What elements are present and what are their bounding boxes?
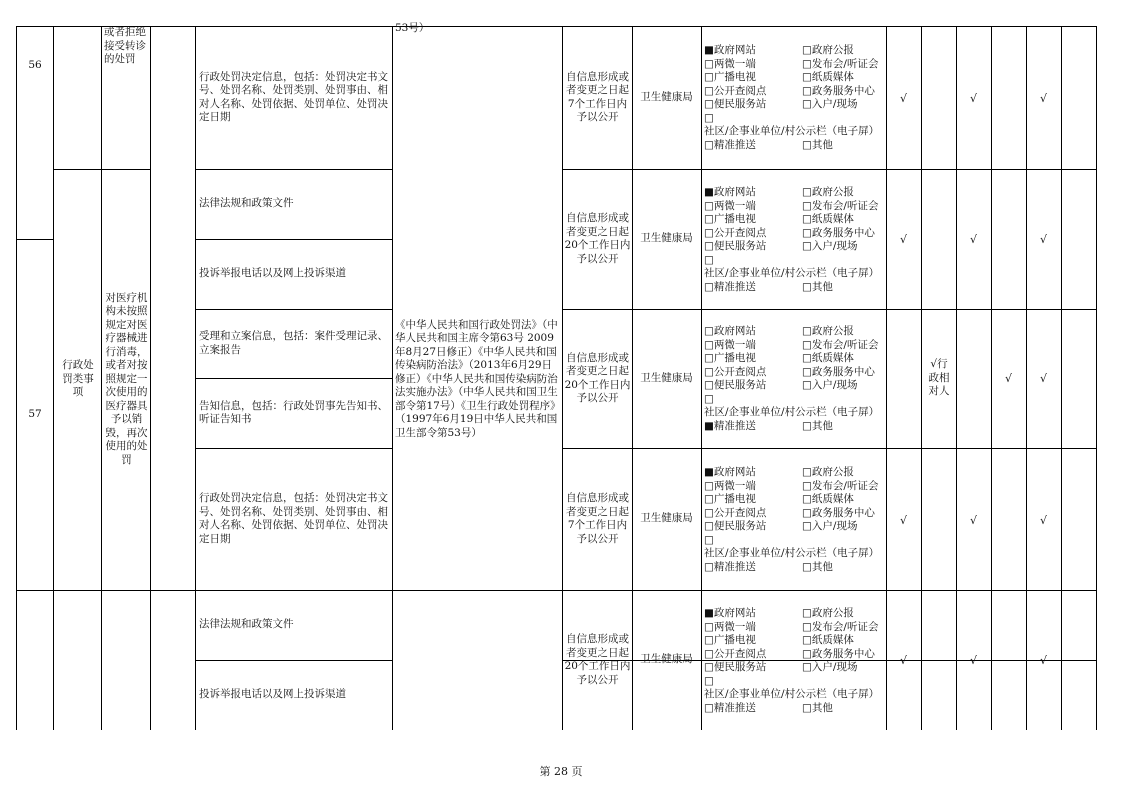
- channel-reading-room: □公开查阅点: [704, 647, 767, 660]
- empty-box-icon: □: [704, 647, 714, 660]
- empty-box-icon: □: [802, 506, 812, 519]
- empty-box-icon: □: [704, 365, 714, 378]
- check-mark: √: [969, 233, 977, 246]
- check-mark: √: [969, 514, 977, 527]
- check-mark: √: [969, 92, 977, 105]
- channel-bulletin: □社区/企事业单位/村公示栏（电子屏）: [704, 253, 880, 279]
- checked-box-icon: ■: [704, 466, 714, 478]
- checked-box-icon: ■: [704, 419, 714, 432]
- channel-radio-tv: □广播电视: [704, 634, 756, 646]
- channel-press: □发布会/听证会: [802, 620, 879, 633]
- empty-box-icon: □: [802, 365, 812, 378]
- channel-gov-gazette: □政府公报: [802, 607, 854, 619]
- empty-box-icon: □: [704, 213, 714, 225]
- channel-service-station: □便民服务站: [704, 240, 767, 252]
- check-mark: √: [969, 654, 977, 667]
- channel-gov-gazette: □政府公报: [802, 325, 854, 337]
- content-notice-57: 告知信息，包括：行政处罚事先告知书、听证告知书: [199, 399, 388, 425]
- channel-service-center: □政务服务中心: [802, 506, 875, 519]
- check-mark: √: [899, 92, 907, 105]
- check-mark: √: [899, 654, 907, 667]
- empty-box-icon: □: [802, 84, 812, 97]
- channel-two-micro: □两微一端: [704, 479, 756, 492]
- channel-service-center: □政务服务中心: [802, 647, 875, 660]
- channel-push: ■精准推送: [704, 419, 756, 432]
- empty-box-icon: □: [704, 533, 714, 546]
- publish-time-57c: 自信息形成或者变更之日起7个工作日内予以公开: [566, 492, 629, 545]
- empty-box-icon: □: [802, 44, 812, 56]
- publish-subject-58: 卫生健康局: [640, 653, 693, 666]
- channel-two-micro: □两微一端: [704, 338, 756, 351]
- row-line: [16, 590, 1097, 591]
- channel-push: □精准推送: [704, 701, 756, 714]
- empty-box-icon: □: [704, 674, 714, 687]
- empty-box-icon: □: [704, 352, 714, 364]
- empty-box-icon: □: [704, 138, 714, 151]
- channel-reading-room: □公开查阅点: [704, 84, 767, 97]
- channel-paper: □纸质媒体: [802, 71, 854, 83]
- channel-service-center: □政务服务中心: [802, 226, 875, 239]
- channel-service-station: □便民服务站: [704, 661, 767, 673]
- empty-box-icon: □: [704, 634, 714, 646]
- publish-subject-57a: 卫生健康局: [640, 232, 693, 245]
- channel-service-center: □政务服务中心: [802, 84, 875, 97]
- empty-box-icon: □: [802, 560, 812, 573]
- empty-box-icon: □: [704, 661, 714, 673]
- channel-two-micro: □两微一端: [704, 620, 756, 633]
- empty-box-icon: □: [802, 634, 812, 646]
- col-line: [886, 26, 887, 730]
- check-mark: √: [1039, 233, 1047, 246]
- channel-press: □发布会/听证会: [802, 479, 879, 492]
- channel-two-micro: □两微一端: [704, 199, 756, 212]
- empty-box-icon: □: [704, 560, 714, 573]
- publish-subject-57b: 卫生健康局: [640, 371, 693, 384]
- empty-box-icon: □: [802, 199, 812, 212]
- empty-box-icon: □: [802, 520, 812, 532]
- empty-box-icon: □: [802, 647, 812, 660]
- page-number: 第 28 页: [539, 765, 583, 778]
- channel-other: □其他: [802, 138, 833, 151]
- channel-reading-room: □公开查阅点: [704, 365, 767, 378]
- empty-box-icon: □: [704, 253, 714, 266]
- empty-box-icon: □: [704, 226, 714, 239]
- publish-subject-57c: 卫生健康局: [640, 512, 693, 525]
- checked-box-icon: ■: [704, 186, 714, 198]
- channel-paper: □纸质媒体: [802, 634, 854, 646]
- empty-box-icon: □: [802, 186, 812, 198]
- empty-box-icon: □: [802, 325, 812, 337]
- channel-gov-site: ■政府网站: [704, 466, 756, 478]
- channel-bulletin: □社区/企事业单位/村公示栏（电子屏）: [704, 392, 880, 418]
- channel-press: □发布会/听证会: [802, 338, 879, 351]
- empty-box-icon: □: [802, 138, 812, 151]
- channel-service-station: □便民服务站: [704, 379, 767, 391]
- empty-box-icon: □: [802, 98, 812, 110]
- publish-time-57b: 自信息形成或者变更之日起20个工作日内予以公开: [564, 351, 631, 404]
- channel-paper: □纸质媒体: [802, 493, 854, 505]
- empty-box-icon: □: [704, 280, 714, 293]
- empty-box-icon: □: [802, 419, 812, 432]
- empty-box-icon: □: [802, 240, 812, 252]
- check-mark: √: [899, 233, 907, 246]
- empty-box-icon: □: [704, 71, 714, 83]
- channel-push: □精准推送: [704, 560, 756, 573]
- empty-box-icon: □: [802, 607, 812, 619]
- table-right-border: [1096, 26, 1097, 730]
- empty-box-icon: □: [802, 213, 812, 225]
- empty-box-icon: □: [704, 493, 714, 505]
- empty-box-icon: □: [802, 701, 812, 714]
- channel-gov-site: ■政府网站: [704, 44, 756, 56]
- empty-box-icon: □: [802, 352, 812, 364]
- content-law-58: 法律法规和政策文件: [199, 618, 294, 631]
- content-law-57: 法律法规和政策文件: [199, 197, 294, 210]
- channel-press: □发布会/听证会: [802, 199, 879, 212]
- channel-radio-tv: □广播电视: [704, 71, 756, 83]
- content-complaint-57: 投诉举报电话以及网上投诉渠道: [199, 267, 346, 280]
- empty-box-icon: □: [802, 57, 812, 70]
- channel-service-station: □便民服务站: [704, 98, 767, 110]
- channel-gov-site: □政府网站: [704, 325, 756, 337]
- channel-gov-gazette: □政府公报: [802, 44, 854, 56]
- content-decision-56: 行政处罚决定信息，包括：处罚决定书文号、处罚名称、处罚类别、处罚事由、相对人名称、处罚依据、处罚单位、处罚决定日期: [199, 70, 388, 123]
- publish-time-56: 自信息形成或者变更之日起7个工作日内予以公开: [566, 70, 629, 123]
- check-mark: √: [1004, 372, 1012, 385]
- check-mark: √: [1039, 514, 1047, 527]
- empty-box-icon: □: [704, 506, 714, 519]
- empty-box-icon: □: [704, 111, 714, 124]
- empty-box-icon: □: [704, 84, 714, 97]
- channel-on-site: □入户/现场: [802, 240, 858, 252]
- channel-two-micro: □两微一端: [704, 57, 756, 70]
- col-line: [701, 26, 702, 730]
- empty-box-icon: □: [802, 661, 812, 673]
- empty-box-icon: □: [802, 71, 812, 83]
- channel-on-site: □入户/现场: [802, 379, 858, 391]
- content-decision-57: 行政处罚决定信息，包括：处罚决定书文号、处罚名称、处罚类别、处罚事由、相对人名称、处罚依据、处罚单位、处罚决定日期: [199, 492, 388, 545]
- empty-box-icon: □: [704, 392, 714, 405]
- empty-box-icon: □: [802, 620, 812, 633]
- empty-box-icon: □: [704, 240, 714, 252]
- row-number-57: 57: [28, 407, 42, 420]
- empty-box-icon: □: [802, 493, 812, 505]
- channel-bulletin: □社区/企事业单位/村公示栏（电子屏）: [704, 533, 880, 559]
- empty-box-icon: □: [802, 280, 812, 293]
- row-number-56: 56: [28, 59, 42, 72]
- col-line: [150, 26, 151, 730]
- publish-subject-56: 卫生健康局: [640, 90, 693, 103]
- empty-box-icon: □: [802, 338, 812, 351]
- col-line: [956, 26, 957, 730]
- checked-box-icon: ■: [704, 44, 714, 56]
- channel-on-site: □入户/现场: [802, 520, 858, 532]
- channel-on-site: □入户/现场: [802, 98, 858, 110]
- target-party-57b: √行政相对人: [928, 358, 950, 398]
- empty-box-icon: □: [802, 379, 812, 391]
- empty-box-icon: □: [704, 98, 714, 110]
- empty-box-icon: □: [802, 466, 812, 478]
- channel-paper: □纸质媒体: [802, 213, 854, 225]
- channel-other: □其他: [802, 560, 833, 573]
- basis-57: 《中华人民共和国行政处罚法》（中华人民共和国主席令第63号 2009年8月27日修正）《中华人民共和国传染病防治法》（2013年6月29日修正）《中华人民共和国传染病防治法实施办法》（中华人民共和国卫生部令第17号）《卫生行政处罚程序》（1997年6月19日中华人民共和国卫生部令第53号）: [395, 318, 561, 439]
- col-line: [562, 26, 563, 730]
- empty-box-icon: □: [704, 701, 714, 714]
- channel-radio-tv: □广播电视: [704, 213, 756, 225]
- empty-box-icon: □: [704, 325, 714, 337]
- channel-bulletin: □社区/企事业单位/村公示栏（电子屏）: [704, 111, 880, 137]
- channel-gov-site: ■政府网站: [704, 186, 756, 198]
- category-57: 行政处罚类事项: [62, 359, 94, 399]
- publish-time-57a: 自信息形成或者变更之日起20个工作日内予以公开: [564, 212, 631, 265]
- basis-tail-56: 53号）: [395, 22, 430, 34]
- channel-gov-site: ■政府网站: [704, 607, 756, 619]
- channel-on-site: □入户/现场: [802, 661, 858, 673]
- channel-bulletin: □社区/企事业单位/村公示栏（电子屏）: [704, 674, 880, 700]
- empty-box-icon: □: [704, 57, 714, 70]
- channel-gov-gazette: □政府公报: [802, 466, 854, 478]
- publish-time-58: 自信息形成或者变更之日起20个工作日内予以公开: [564, 633, 631, 686]
- empty-box-icon: □: [802, 226, 812, 239]
- col-line: [1061, 26, 1062, 730]
- content-case-57: 受理和立案信息，包括：案件受理记录、立案报告: [199, 330, 388, 356]
- channel-press: □发布会/听证会: [802, 57, 879, 70]
- empty-box-icon: □: [704, 338, 714, 351]
- empty-box-icon: □: [802, 479, 812, 492]
- empty-box-icon: □: [704, 479, 714, 492]
- channel-push: □精准推送: [704, 138, 756, 151]
- channel-other: □其他: [802, 701, 833, 714]
- channel-service-station: □便民服务站: [704, 520, 767, 532]
- channel-other: □其他: [802, 280, 833, 293]
- empty-box-icon: □: [704, 620, 714, 633]
- empty-box-icon: □: [704, 520, 714, 532]
- check-mark: √: [1039, 372, 1047, 385]
- channel-service-center: □政务服务中心: [802, 365, 875, 378]
- col-line: [101, 26, 102, 730]
- channel-radio-tv: □广播电视: [704, 352, 756, 364]
- empty-box-icon: □: [704, 199, 714, 212]
- channel-other: □其他: [802, 419, 833, 432]
- check-mark: √: [1039, 92, 1047, 105]
- channel-reading-room: □公开查阅点: [704, 506, 767, 519]
- channel-push: □精准推送: [704, 280, 756, 293]
- content-complaint-58: 投诉举报电话以及网上投诉渠道: [199, 688, 346, 701]
- channel-paper: □纸质媒体: [802, 352, 854, 364]
- check-mark: √: [1039, 654, 1047, 667]
- matter-tail-56: 或者拒绝接受转诊的处罚: [104, 26, 146, 65]
- channel-reading-room: □公开查阅点: [704, 226, 767, 239]
- channel-radio-tv: □广播电视: [704, 493, 756, 505]
- check-mark: √: [899, 514, 907, 527]
- checked-box-icon: ■: [704, 607, 714, 619]
- empty-box-icon: □: [704, 379, 714, 391]
- channel-gov-gazette: □政府公报: [802, 186, 854, 198]
- matter-57: 对医疗机构未按照规定对医疗器械进行消毒，或者对按照规定一次使用的医疗器具予以销毁，再次使用的处罚: [105, 291, 148, 466]
